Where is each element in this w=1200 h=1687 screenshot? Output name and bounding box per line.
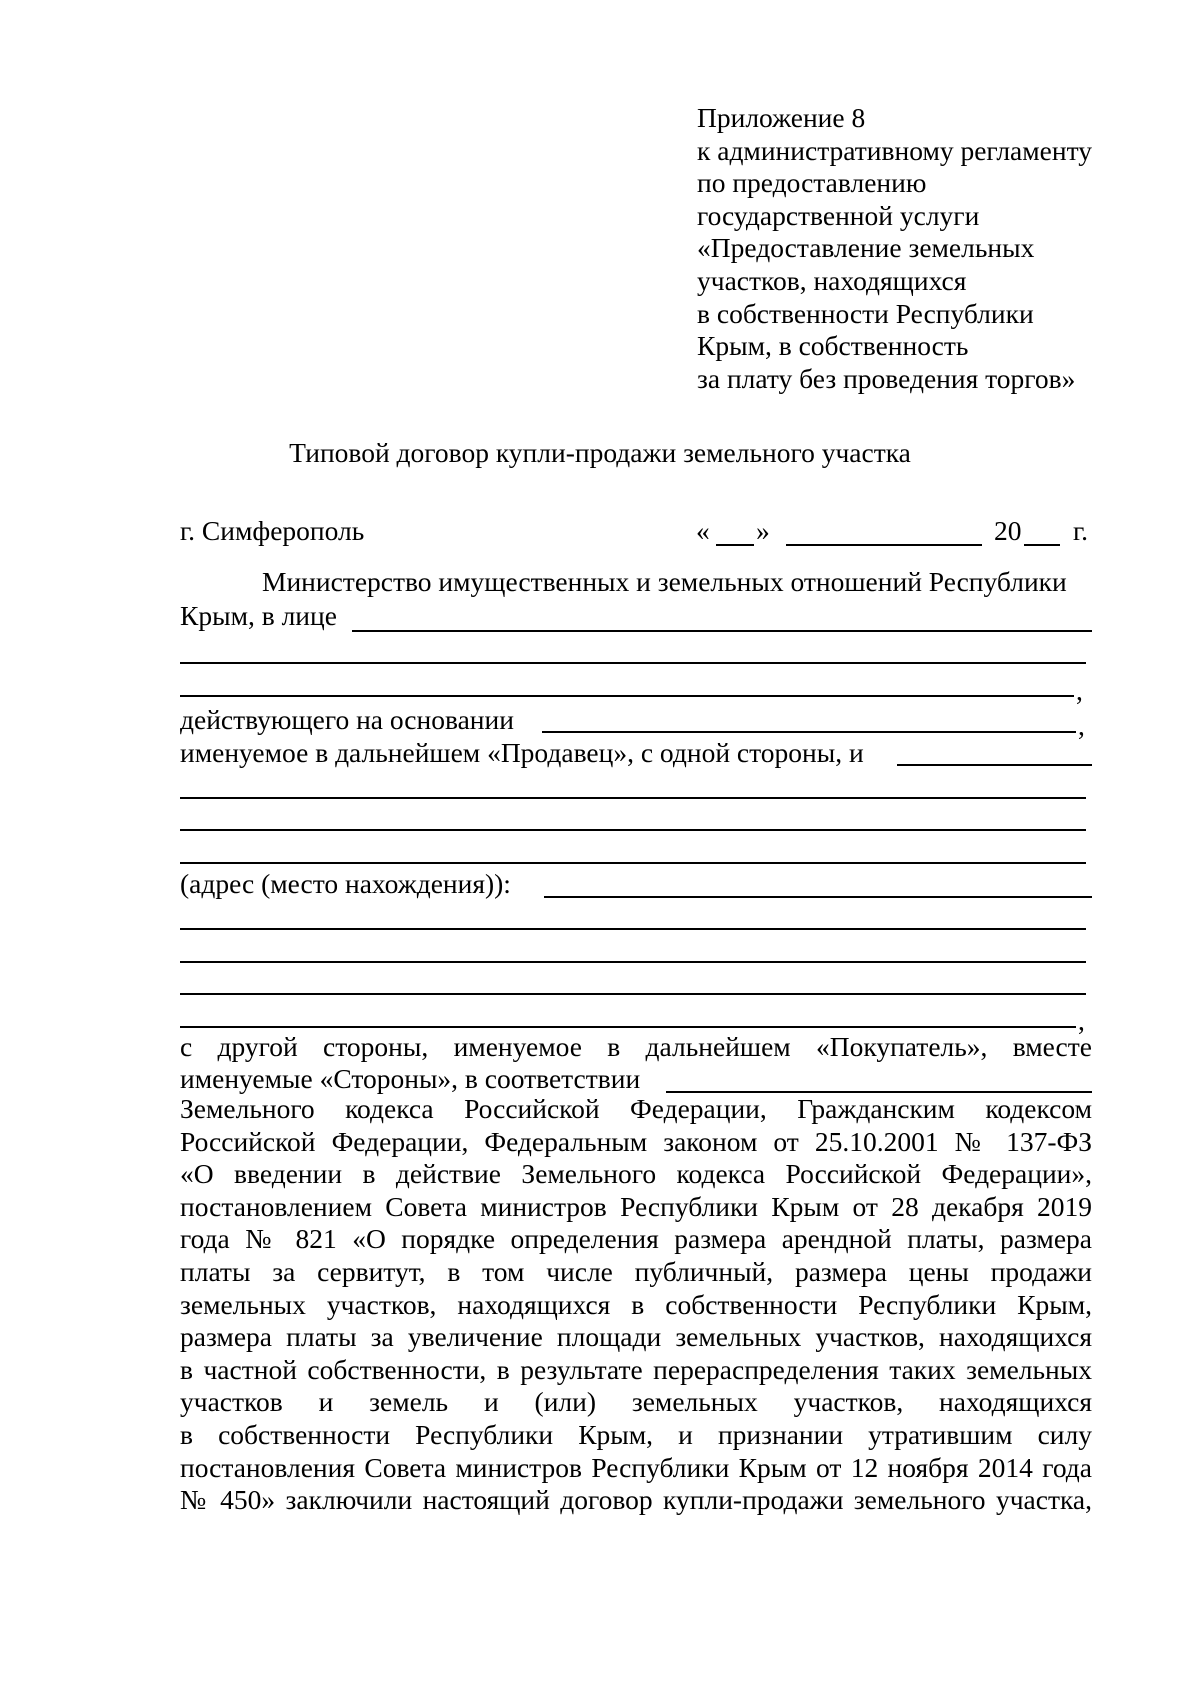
place-label: г. Симферополь <box>180 515 365 546</box>
seller-basis-label: действующего на основании <box>180 704 514 735</box>
appendix-line: к административному регламенту <box>697 134 1092 166</box>
body-line: Земельного кодекса Российской Федерации, Гражданским кодексом <box>180 1093 1092 1124</box>
buyer-address-field-line[interactable] <box>180 961 1086 963</box>
buyer-address-field-line[interactable] <box>180 928 1086 930</box>
body-line: в частной собственности, в результате перераспределения таких земельных <box>180 1353 1092 1385</box>
body-conformity-label: именуемые «Стороны», в соответствии <box>180 1063 641 1094</box>
body-paragraph <box>180 1093 1092 1517</box>
seller-basis-comma: , <box>1078 710 1085 741</box>
document-title: Типовой договор купли-продажи земельного участка <box>289 437 911 468</box>
body-line: земельных участков, находящихся в собственности Республики Крым, <box>180 1288 1092 1320</box>
buyer-address-field-line[interactable] <box>180 993 1086 995</box>
appendix-header <box>697 102 1092 395</box>
body-line: с другой стороны, именуемое в дальнейшем «Покупатель», вместе <box>180 1031 1092 1062</box>
buyer-name-field-line[interactable] <box>180 829 1086 831</box>
body-line: постановления Совета министров Республики Крым от 12 ноября 2014 года <box>180 1451 1092 1483</box>
appendix-line: по предоставлению <box>697 167 927 199</box>
date-year-prefix: 20 <box>994 515 1022 546</box>
date-day-field[interactable] <box>716 544 754 546</box>
body-line: Российской Федерации, Федеральным законом от 25.10.2001 № 137-ФЗ <box>180 1125 1092 1157</box>
appendix-line: в собственности Республики <box>697 297 1034 329</box>
buyer-name-field-line[interactable] <box>180 862 1086 864</box>
date-quote-close: » <box>756 515 770 546</box>
seller-basis-field[interactable] <box>542 731 1076 733</box>
appendix-line: Приложение 8 <box>697 102 866 133</box>
body-line: в собственности Республики Крым, и признании утратившим силу <box>180 1418 1092 1450</box>
buyer-name-field-line[interactable] <box>180 797 1086 799</box>
seller-representative-field-line[interactable] <box>180 695 1074 697</box>
appendix-line: «Предоставление земельных <box>697 232 1035 264</box>
body-line: размера платы за увеличение площади земельных участков, находящихся <box>180 1321 1092 1353</box>
buyer-address-label: (адрес (место нахождения)): <box>180 868 511 899</box>
seller-representative-field[interactable] <box>352 630 1092 632</box>
body-line: «О введении в действие Земельного кодекса Российской Федерации», <box>180 1158 1092 1190</box>
body-line: постановлением Совета министров Республики Крым от 28 декабря 2019 <box>180 1190 1092 1222</box>
date-year-field[interactable] <box>1024 544 1060 546</box>
date-quote-open: « <box>696 515 710 546</box>
seller-named-label: именуемое в дальнейшем «Продавец», с одной стороны, и <box>180 737 864 768</box>
appendix-line: Крым, в собственность <box>697 330 969 362</box>
body-line: № 450» заключили настоящий договор купли-продажи земельного участка, <box>180 1484 1092 1516</box>
buyer-address-field-line[interactable] <box>180 1026 1076 1028</box>
body-line: года № 821 «О порядке определения размера арендной платы, размера <box>180 1223 1092 1255</box>
body-line: платы за сервитут, в том числе публичный, размера цены продажи <box>180 1255 1092 1287</box>
date-year-suffix: г. <box>1073 515 1089 546</box>
buyer-comma: , <box>1078 1005 1085 1036</box>
seller-representative-field-line[interactable] <box>180 662 1086 664</box>
seller-comma: , <box>1076 675 1083 706</box>
buyer-address-field[interactable] <box>544 896 1092 898</box>
body-line: участков и земель и (или) земельных участков, находящихся <box>180 1386 1092 1418</box>
date-month-field[interactable] <box>786 544 982 546</box>
seller-intro-line: Министерство имущественных и земельных отношений Республики <box>262 566 1067 597</box>
buyer-name-field[interactable] <box>897 764 1092 766</box>
appendix-line: за плату без проведения торгов» <box>697 362 1076 394</box>
seller-represented-by-label: Крым, в лице <box>180 600 337 631</box>
appendix-line: государственной услуги <box>697 199 980 231</box>
appendix-line: участков, находящихся <box>697 264 967 296</box>
